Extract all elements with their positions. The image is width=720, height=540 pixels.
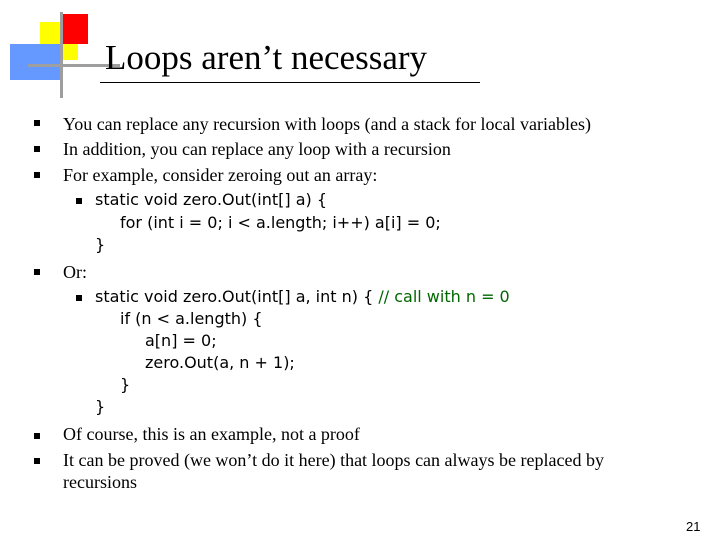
bullet-marker (34, 458, 40, 464)
bullet-marker (34, 120, 40, 126)
bullet-text-2: In addition, you can replace any loop with a recursion (63, 139, 451, 159)
bullet-text-4: Or: (63, 262, 87, 282)
code-line: a[n] = 0; (145, 331, 217, 350)
bullet-marker (34, 146, 40, 152)
code-line: } (120, 375, 131, 394)
code-line (95, 286, 510, 308)
decor-blue-square (10, 44, 60, 80)
bullet-text-5: Of course, this is an example, not a proof (63, 424, 360, 444)
decor-red-square (62, 14, 88, 44)
title-underline (100, 82, 480, 83)
code-line: } (95, 397, 106, 416)
slide-title: Loops aren’t necessary (105, 38, 428, 77)
bullet-marker (34, 172, 40, 178)
code-line: } (95, 235, 106, 254)
bullet-text-3: For example, consider zeroing out an array: (63, 165, 378, 185)
bullet-text-6: It can be proved (we won’t do it here) that loops can always be replaced by (63, 450, 604, 470)
code-comment: // call with n = 0 (378, 287, 510, 306)
bullet-marker (34, 433, 40, 439)
sub-bullet-marker (76, 295, 82, 301)
code-line: static void zero.Out(int[] a) { (95, 190, 328, 209)
bullet-text-1: You can replace any recursion with loops (and a stack for local variables) (63, 114, 591, 134)
sub-bullet-marker (76, 198, 82, 204)
code-text: static void zero.Out(int[] a, int n) { (95, 287, 379, 306)
code-line: zero.Out(a, n + 1); (145, 353, 295, 372)
code-line: for (int i = 0; i < a.length; i++) a[i] = 0; (120, 213, 441, 232)
code-line: if (n < a.length) { (120, 309, 263, 328)
bullet-marker (34, 269, 40, 275)
bullet-text-6-cont: recursions (63, 472, 137, 492)
decor-vertical-line (60, 12, 63, 98)
page-number: 21 (686, 519, 701, 534)
